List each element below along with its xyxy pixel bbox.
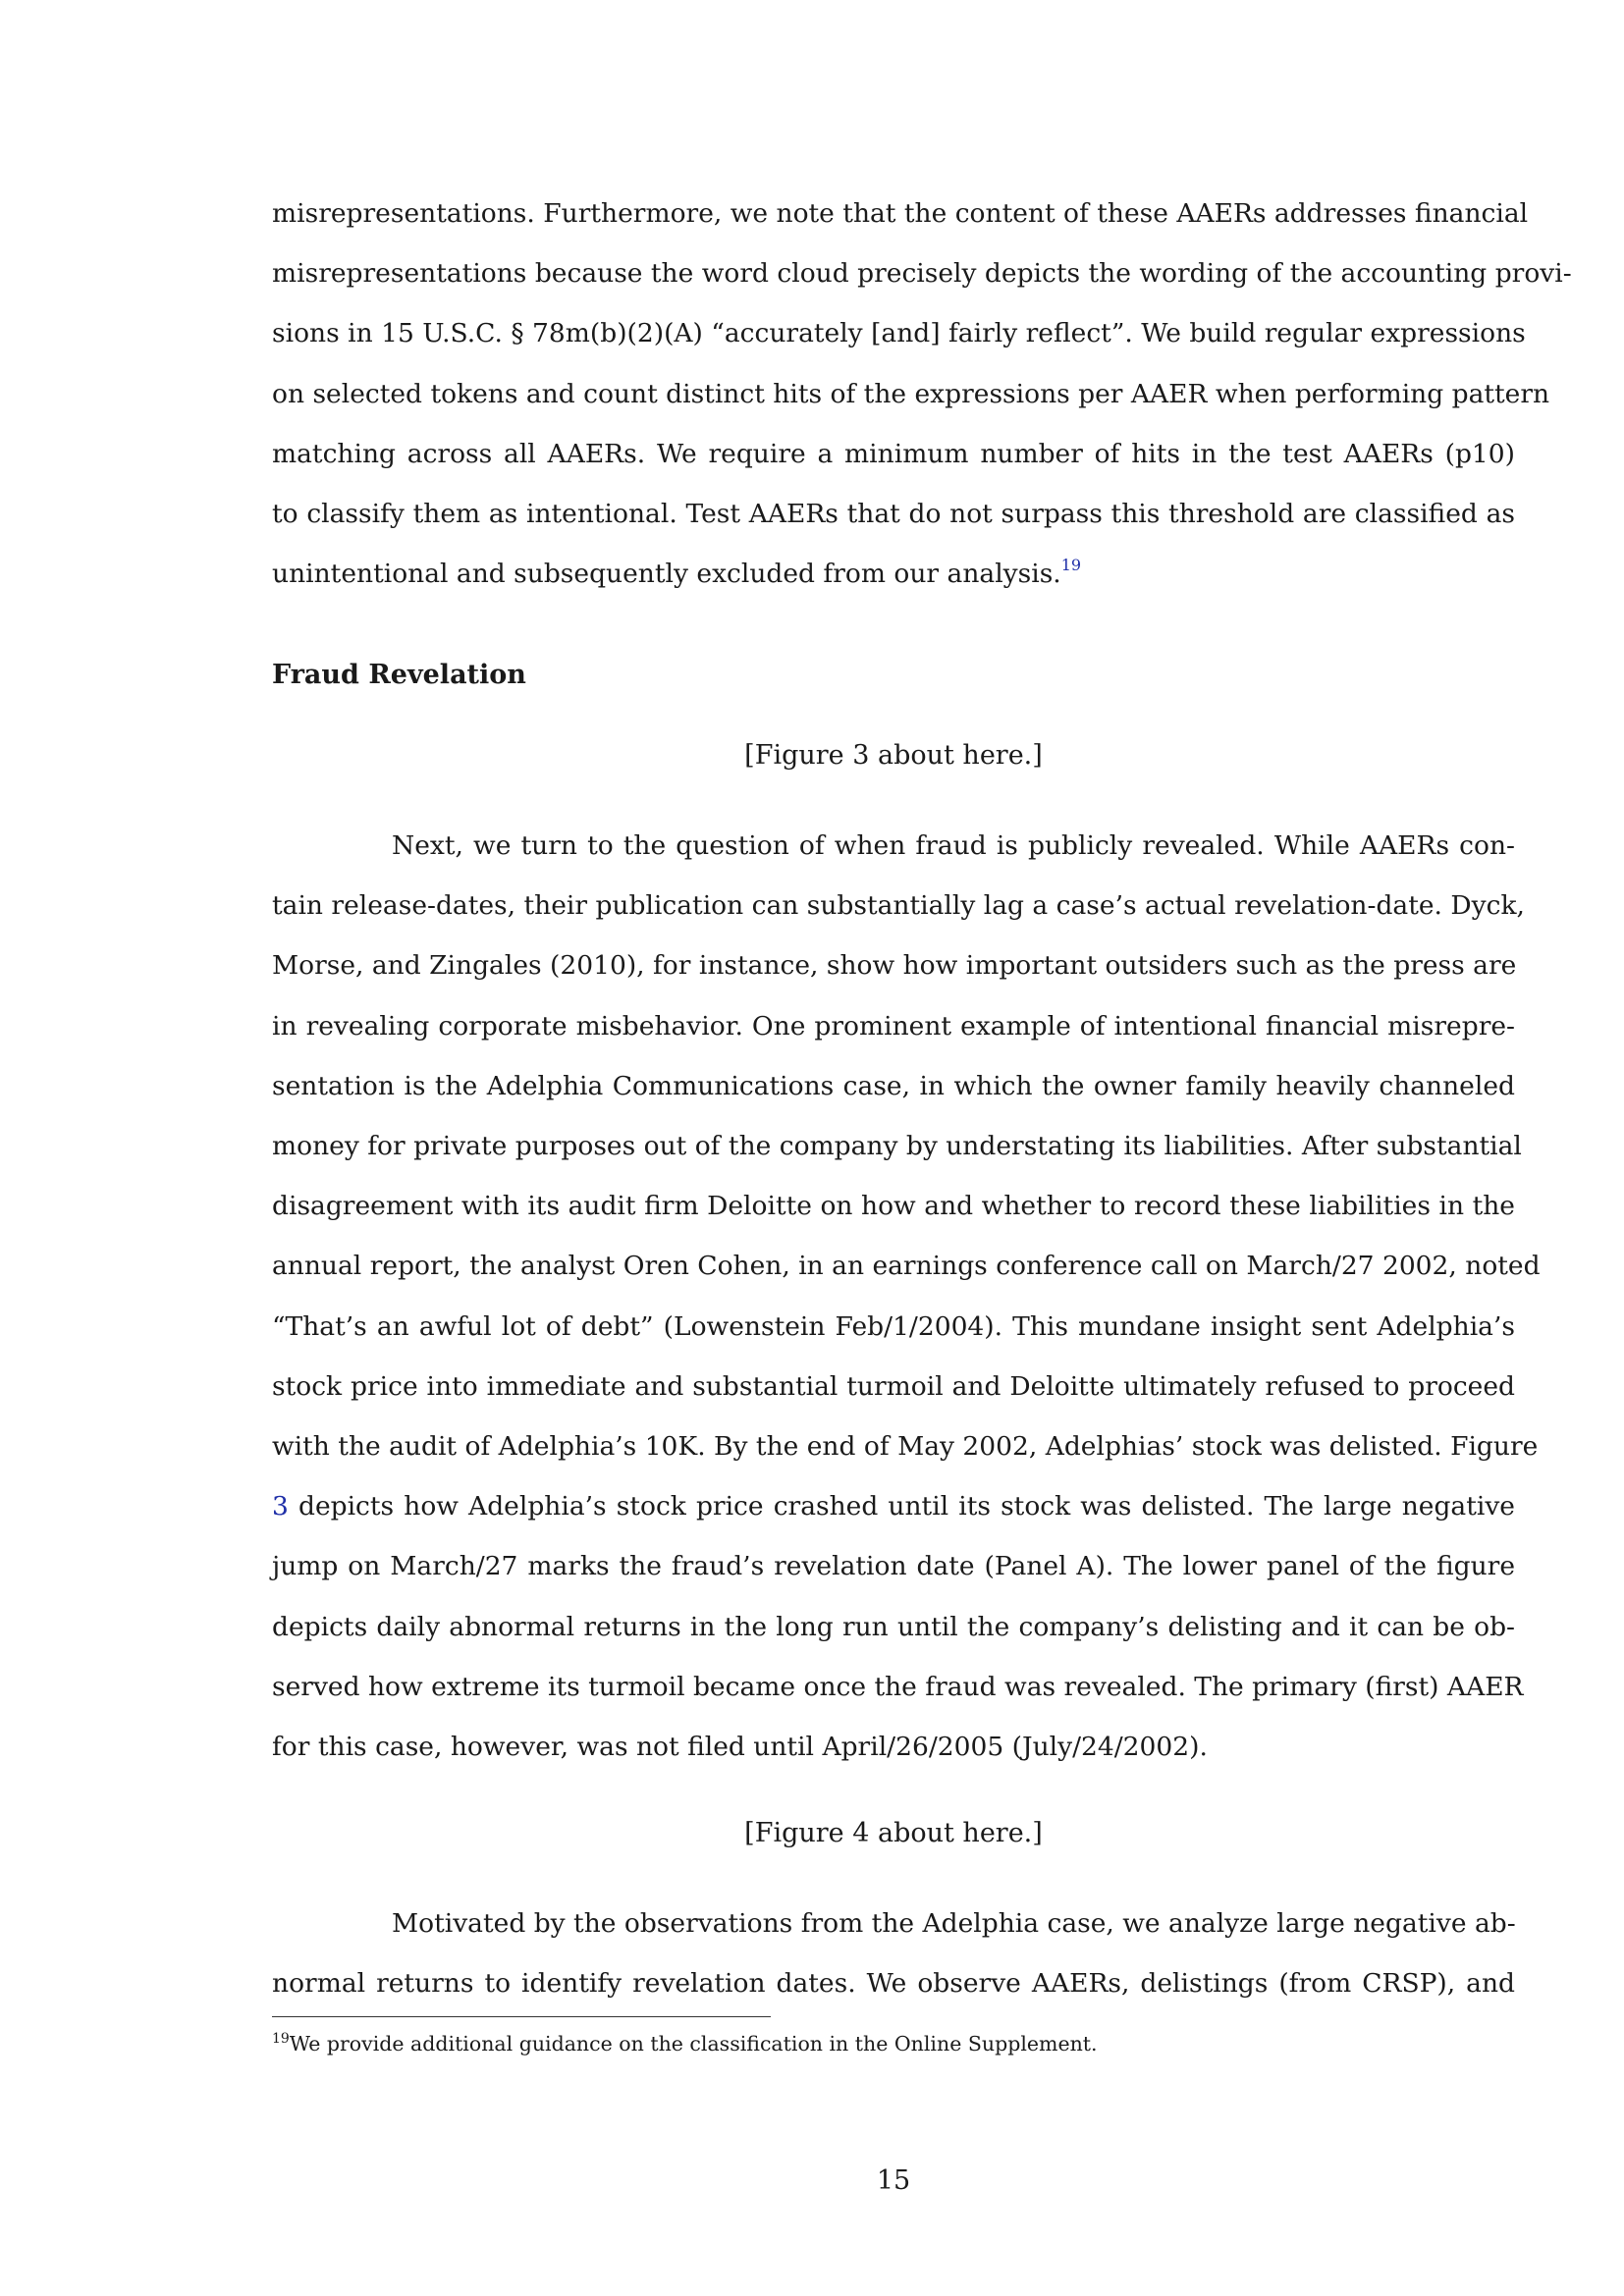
text-line: Motivated by the observations from the Adelphia case, we analyze large negative ab- (392, 1908, 1516, 1939)
text-line: on selected tokens and count distinct hits of the expressions per AAER when performing pattern (272, 378, 1550, 409)
text-line: tain release-dates, their publication can substantially lag a case’s actual revelation-date. Dyck, (272, 890, 1525, 922)
footnote-mark: 19 (272, 2031, 290, 2047)
text-fragment: unintentional and subsequently excluded from our analysis. (272, 559, 1061, 590)
text-line (272, 1476, 1515, 1536)
figure-reference-link[interactable]: 3 (272, 1491, 289, 1522)
text-line: to classify them as intentional. Test AAERs that do not surpass this threshold are classified as (272, 499, 1515, 530)
paragraph-fraud-revelation (272, 816, 1541, 1777)
text-line: Next, we turn to the question of when fraud is publicly revealed. While AAERs con- (392, 830, 1515, 861)
text-line: depicts daily abnormal returns in the long run until the company’s delisting and it can be ob- (272, 1611, 1515, 1642)
text-fragment: depicts how Adelphia’s stock price crashed until its stock was delisted. The large negative (288, 1491, 1515, 1522)
text-line: “That’s an awful lot of debt” (Lowenstein Feb/1/2004). This mundane insight sent Adelphia’s (272, 1310, 1515, 1342)
text-line: jump on March/27 marks the fraud’s revelation date (Panel A). The lower panel of the figure (272, 1551, 1515, 1582)
text-line (272, 544, 1515, 604)
figure-3-placeholder: [Figure 3 about here.] (744, 740, 1043, 771)
paragraph-classification (272, 184, 1572, 604)
text-line: Morse, and Zingales (2010), for instance, show how important outsiders such as the press are (272, 950, 1517, 982)
text-line: stock price into immediate and substantial turmoil and Deloitte ultimately refused to proceed (272, 1370, 1515, 1402)
text-line: money for private purposes out of the company by understating its liabilities. After substantial (272, 1131, 1522, 1162)
text-line: disagreement with its audit firm Deloitte on how and whether to record these liabilities in the (272, 1191, 1515, 1222)
page-number: 15 (876, 2165, 911, 2196)
paragraph-abnormal-returns (272, 1894, 1515, 2013)
figure-4-placeholder: [Figure 4 about here.] (744, 1818, 1043, 1848)
text-line: served how extreme its turmoil became once the fraud was revealed. The primary (first) AAER (272, 1671, 1524, 1702)
footnote-reference-link[interactable]: 19 (1060, 556, 1082, 575)
footnote-divider (272, 2016, 771, 2017)
section-heading: Fraud Revelation (272, 660, 526, 690)
footnote (272, 2029, 1515, 2058)
text-line: annual report, the analyst Oren Cohen, in an earnings conference call on March/27 2002, noted (272, 1251, 1541, 1282)
text-line: normal returns to identify revelation dates. We observe AAERs, delistings (from CRSP), and (272, 1968, 1515, 2000)
text-line: for this case, however, was not filed until April/26/2005 (July/24/2002). (272, 1732, 1208, 1763)
text-line: misrepresentations because the word cloud precisely depicts the wording of the accounting provi- (272, 258, 1572, 290)
text-line: misrepresentations. Furthermore, we note that the content of these AAERs addresses financial (272, 198, 1529, 229)
text-line: matching across all AAERs. We require a minimum number of hits in the test AAERs (p10) (272, 438, 1515, 469)
text-line: sentation is the Adelphia Communications case, in which the owner family heavily channeled (272, 1070, 1515, 1101)
text-line: with the audit of Adelphia’s 10K. By the end of May 2002, Adelphias’ stock was delisted. Figure (272, 1431, 1539, 1463)
text-line: sions in 15 U.S.C. § 78m(b)(2)(A) “accurately [and] fairly reflect”. We build regular expressions (272, 318, 1526, 349)
text-line: in revealing corporate misbehavior. One prominent example of intentional financial misrepre- (272, 1010, 1515, 1041)
footnote-text: We provide additional guidance on the classification in the Online Supplement. (289, 2032, 1098, 2056)
